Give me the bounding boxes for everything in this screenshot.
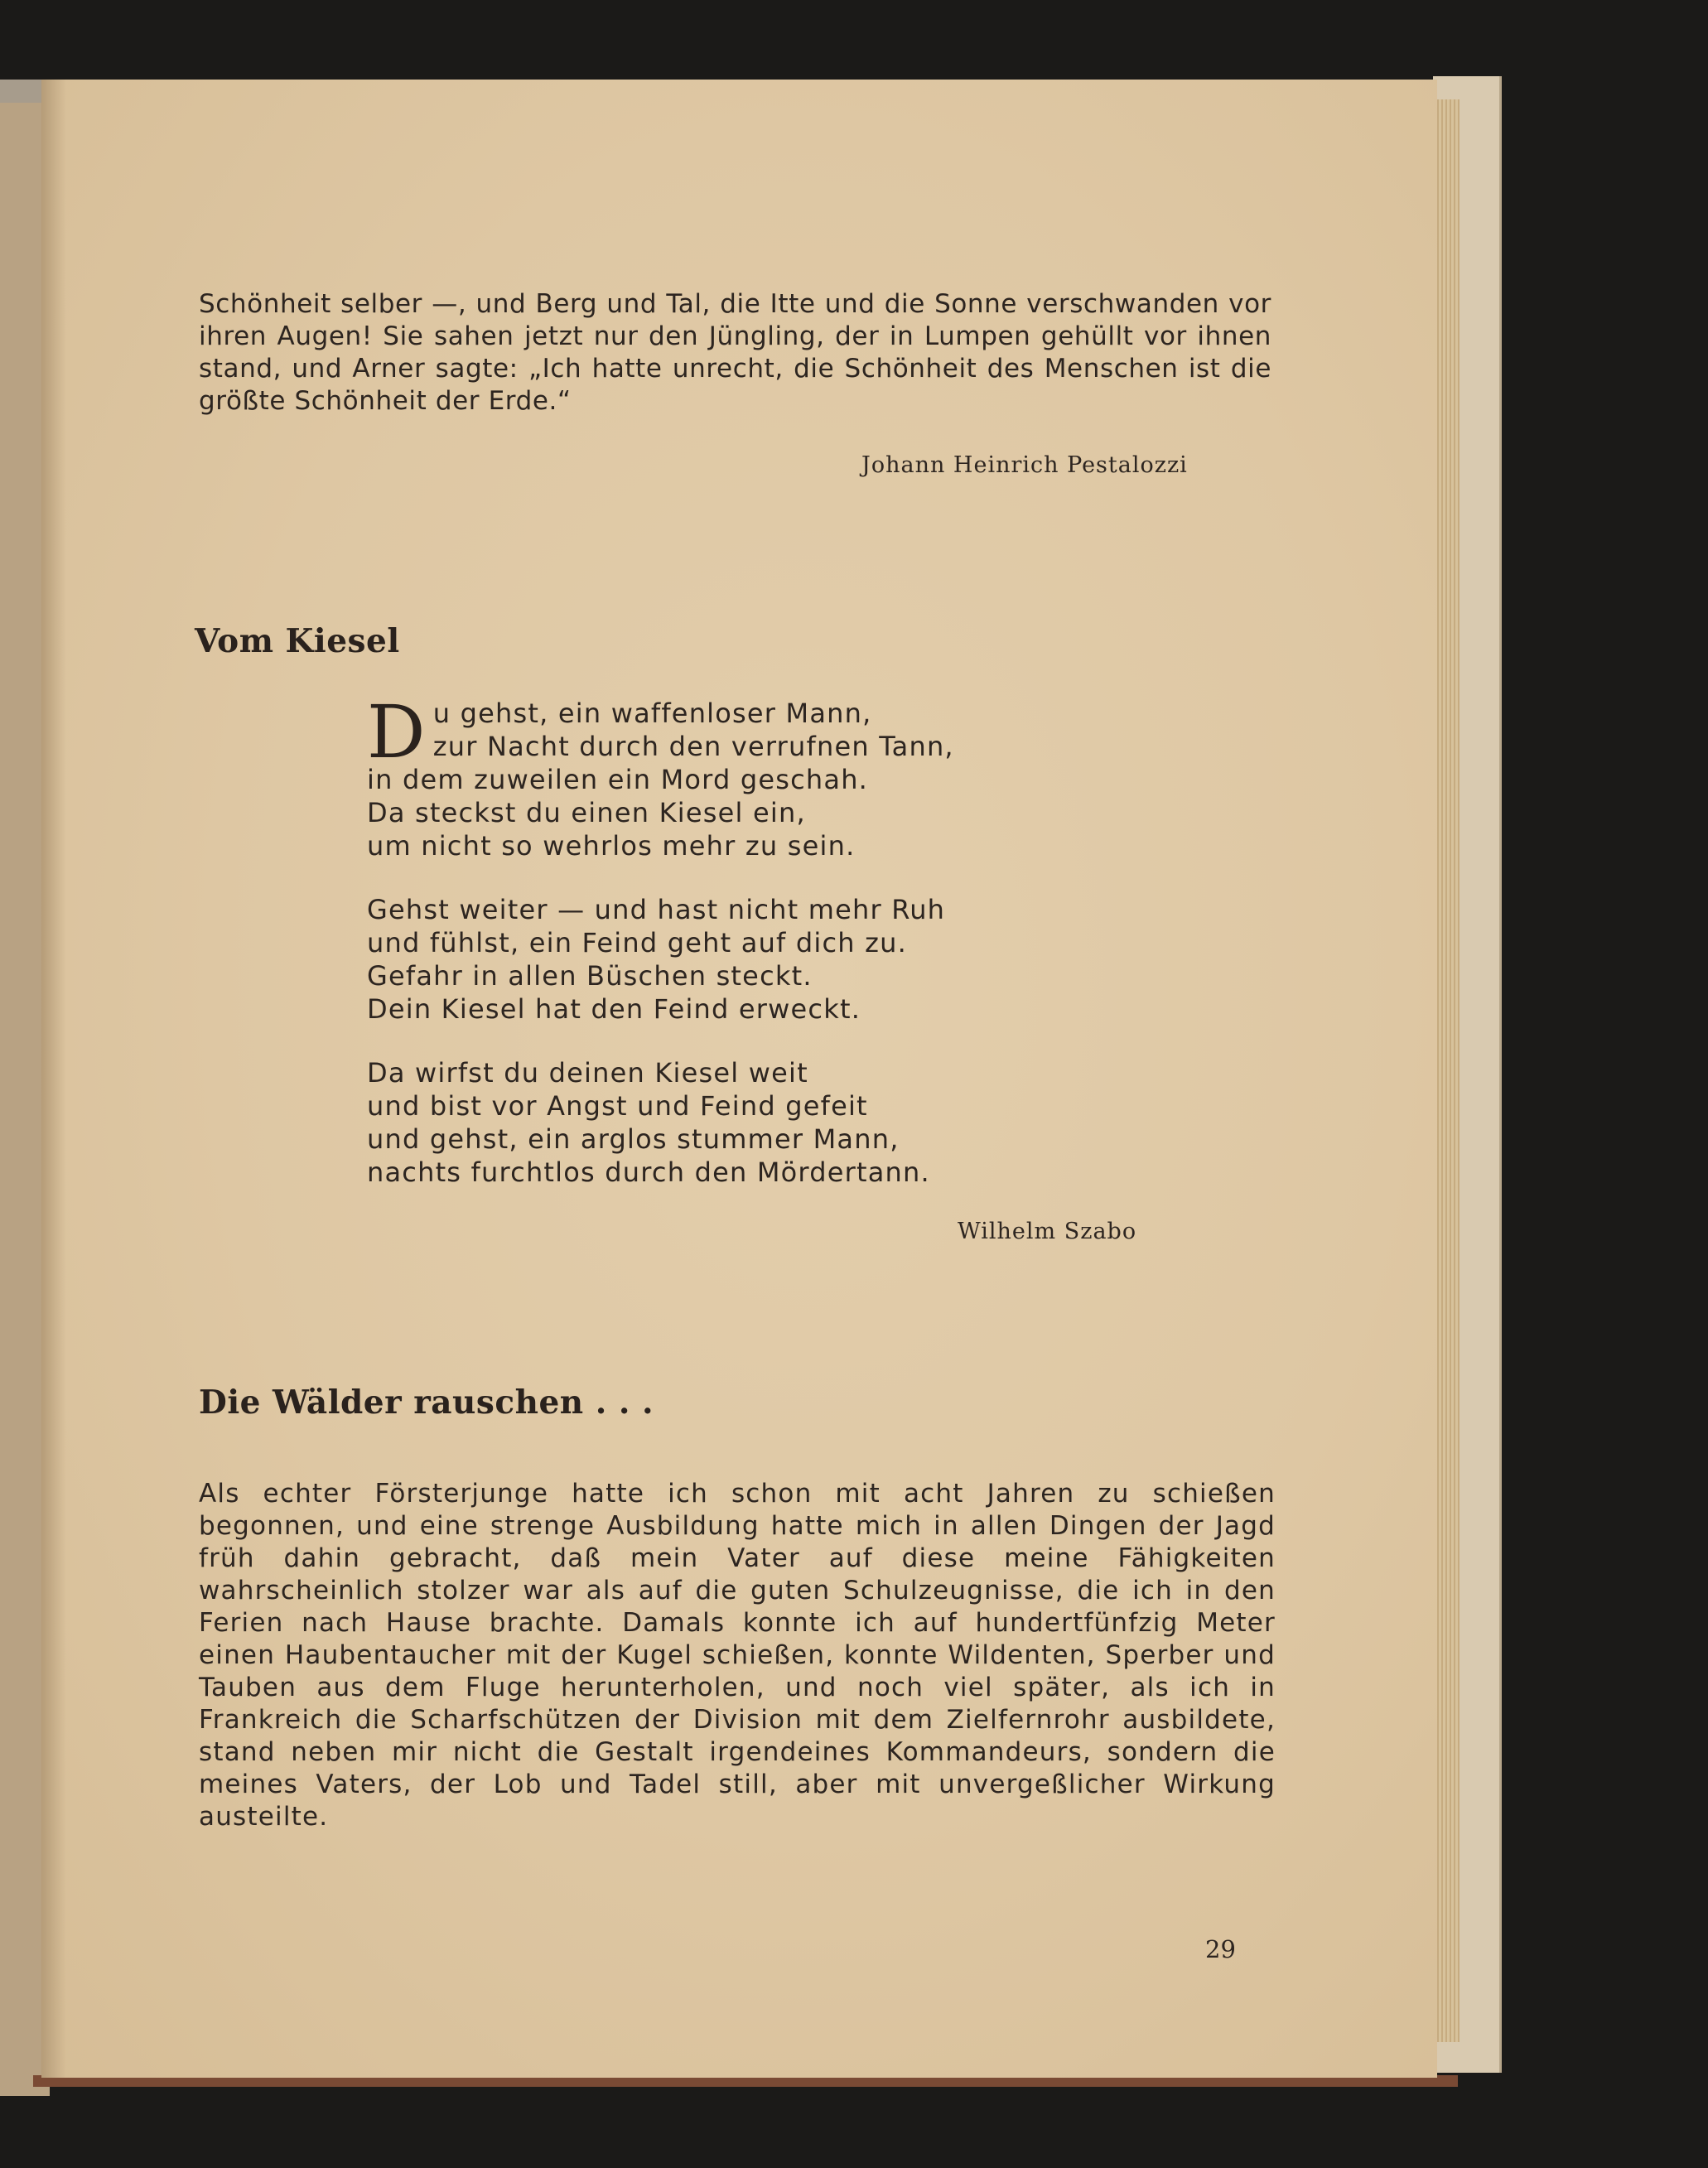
poem-title: Vom Kiesel bbox=[195, 622, 400, 660]
gutter-shadow bbox=[41, 80, 66, 2078]
poem-line: Da wirfst du deinen Kiesel weit bbox=[367, 1057, 808, 1089]
page-number: 29 bbox=[1205, 1935, 1236, 1963]
poem-line: und bist vor Angst und Feind gefeit bbox=[367, 1090, 868, 1122]
poem-line: und fühlst, ein Feind geht auf dich zu. bbox=[367, 927, 907, 958]
poem-line: Da steckst du einen Kiesel ein, bbox=[367, 797, 806, 828]
poem-line: und gehst, ein arglos stummer Mann, bbox=[367, 1123, 900, 1155]
poem-author: Wilhelm Szabo bbox=[958, 1219, 1137, 1244]
poem-line: Dein Kiesel hat den Feind erweckt. bbox=[367, 993, 861, 1025]
poem-line: Gefahr in allen Büschen steckt. bbox=[367, 960, 813, 992]
poem-line: Gehst weiter — und hast nicht mehr Ruh bbox=[367, 894, 946, 925]
story-title: Die Wälder rauschen . . . bbox=[199, 1383, 654, 1422]
poem-stanza-1 bbox=[367, 689, 1112, 862]
book-page bbox=[41, 80, 1437, 2078]
poem-body bbox=[367, 689, 1112, 1219]
poem-line: nachts furchtlos durch den Mördertann. bbox=[367, 1156, 930, 1188]
poem-line: zur Nacht durch den verrufnen Tann, bbox=[432, 731, 954, 762]
poem-stanza-2 bbox=[367, 893, 1112, 1026]
excerpt-author: Johann Heinrich Pestalozzi bbox=[861, 452, 1188, 478]
excerpt-ending-paragraph: Schönheit selber —, und Berg und Tal, die Itte und die Sonne verschwanden vor ihren Augen! Sie sahen jetzt nur den Jüngling, der in Lumpen gehüllt vor ihnen stand, und Arner sagte: „Ich hatte unrecht, die Schönheit des Menschen ist die größte Schönheit der Erde.“ bbox=[199, 289, 1271, 416]
poem-stanza-3 bbox=[367, 1056, 1112, 1189]
poem-line: um nicht so wehrlos mehr zu sein. bbox=[367, 830, 856, 862]
drop-cap: D bbox=[367, 689, 427, 775]
poem-line: u gehst, ein waffenloser Mann, bbox=[432, 698, 872, 729]
poem-line: in dem zuweilen ein Mord geschah. bbox=[367, 764, 869, 795]
story-paragraph: Als echter Försterjunge hatte ich schon mit acht Jahren zu schießen begonnen, und eine strenge Ausbildung hatte mich in allen Dingen der Jagd früh dahin gebracht, daß mein Vater auf diese meine Fähigkeiten wahrscheinlich stolzer war als auf die guten Schulzeugnisse, die ich in den Ferien nach Hause brachte. Damals konnte ich auf hundertfünfzig Meter einen Haubentaucher mit der Kugel schießen, konnte Wildenten, Sperber und Tauben aus dem Fluge herunterholen, und noch viel später, als ich in Frankreich die Scharfschützen der Division mit dem Zielfernrohr ausbildete, stand neben mir nicht die Gestalt irgendeines Kommandeurs, sondern die meines Vaters, der Lob und Tadel still, aber mit unvergeßlicher Wirkung austeilte. bbox=[199, 1479, 1276, 1832]
